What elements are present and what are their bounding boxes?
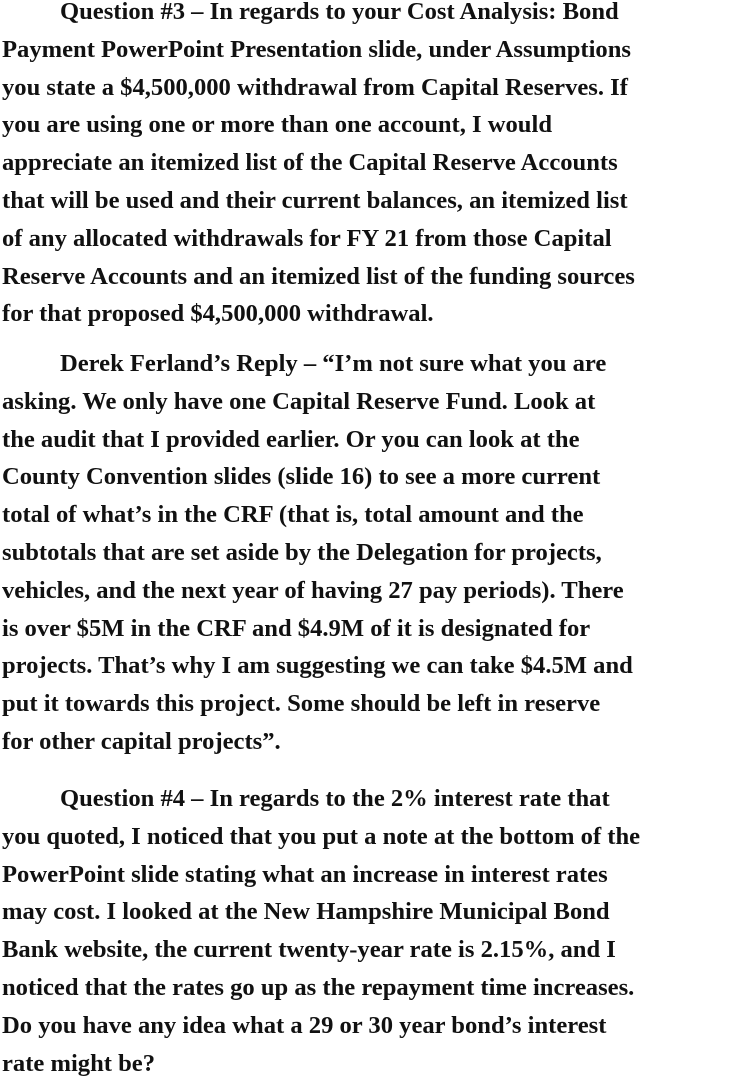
question-3-line: you state a $4,500,000 withdrawal from Capital Reserves. If (2, 73, 628, 101)
question-3-line: for that proposed $4,500,000 withdrawal. (2, 300, 434, 328)
reply-line: for other capital projects”. (2, 727, 281, 755)
question-4-paragraph (2, 780, 741, 1082)
question-4-line: may cost. I looked at the New Hampshire Municipal Bond (2, 898, 610, 926)
question-4-line: Question #4 – In regards to the 2% interest rate that (60, 785, 610, 812)
question-4-line: noticed that the rates go up as the repayment time increases. (2, 973, 635, 1001)
reply-line: subtotals that are set aside by the Delegation for projects, (2, 538, 602, 566)
reply-line: the audit that I provided earlier. Or you can look at the (2, 425, 580, 453)
reply-line: total of what’s in the CRF (that is, total amount and the (2, 501, 584, 529)
reply-line: Derek Ferland’s Reply – “I’m not sure what you are (60, 350, 607, 377)
question-3-line: Question #3 – In regards to your Cost Analysis: Bond (60, 0, 619, 25)
question-3-line: appreciate an itemized list of the Capital Reserve Accounts (2, 149, 618, 177)
reply-line: asking. We only have one Capital Reserve Fund. Look at (2, 387, 596, 415)
question-3-line: of any allocated withdrawals for FY 21 from those Capital (2, 224, 612, 252)
question-3-line: Payment PowerPoint Presentation slide, under Assumptions (2, 35, 631, 63)
question-3-line: Reserve Accounts and an itemized list of the funding sources (2, 262, 635, 290)
reply-line: is over $5M in the CRF and $4.9M of it is designated for (2, 614, 591, 642)
question-4-line: Bank website, the current twenty-year rate is 2.15%, and I (2, 936, 616, 964)
reply-line: vehicles, and the next year of having 27 pay periods). There (2, 576, 624, 604)
ferland-reply-paragraph (2, 345, 741, 761)
question-4-line: Do you have any idea what a 29 or 30 year bond’s interest (2, 1011, 607, 1039)
question-4-line: rate might be? (2, 1049, 155, 1077)
reply-line: projects. That’s why I am suggesting we can take $4.5M and (2, 652, 633, 680)
reply-line: put it towards this project. Some should be left in reserve (2, 690, 601, 718)
question-3-line: you are using one or more than one account, I would (2, 111, 552, 139)
question-3-paragraph (2, 0, 741, 333)
reply-line: County Convention slides (slide 16) to see a more current (2, 463, 601, 491)
question-4-line: PowerPoint slide stating what an increase in interest rates (2, 860, 608, 888)
question-3-line: that will be used and their current balances, an itemized list (2, 186, 628, 214)
question-4-line: you quoted, I noticed that you put a note at the bottom of the (2, 822, 641, 850)
